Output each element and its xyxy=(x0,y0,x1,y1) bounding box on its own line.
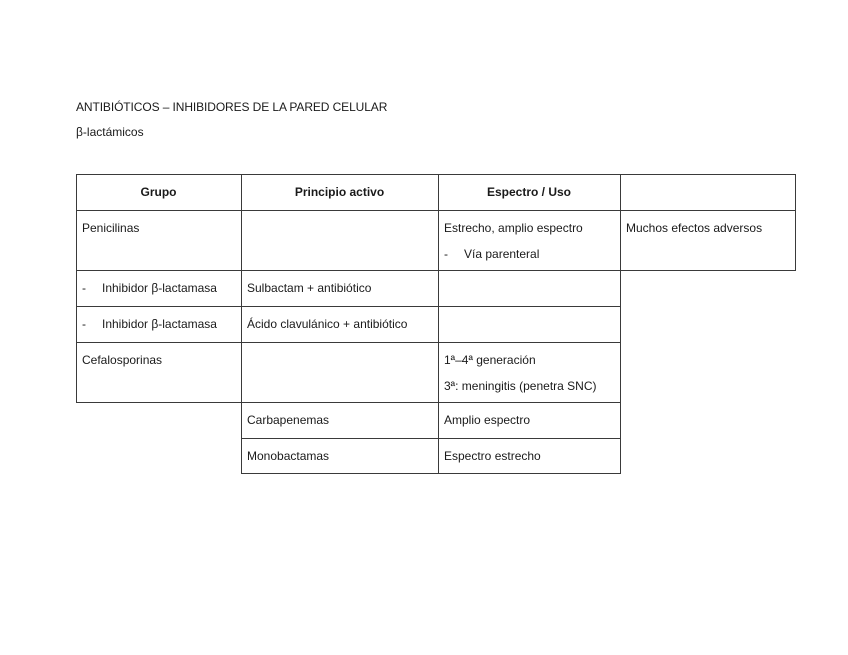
dash-bullet: - xyxy=(444,247,448,261)
table-rule xyxy=(795,174,796,271)
cell-espectro xyxy=(438,342,620,402)
table-row-monobactamas xyxy=(241,438,438,473)
cell-espectro xyxy=(438,402,620,438)
table-row-penicilinas xyxy=(76,210,241,270)
page-subtitle: β-lactámicos xyxy=(76,125,144,139)
cell-grupo-list-item xyxy=(82,281,217,295)
cell-principio-text: Carbapenemas xyxy=(247,413,330,427)
cell-espectro-line: Amplio espectro xyxy=(444,413,531,427)
table-row-carbapenemas xyxy=(241,402,438,438)
cell-grupo: Inhibidor β-lactamasa xyxy=(102,281,217,295)
cell-principio xyxy=(241,270,438,306)
cell-espectro-line: 3ª: meningitis (penetra SNC) xyxy=(444,379,597,393)
cell-espectro-line: Vía parenteral xyxy=(464,247,540,261)
header-principio-activo: Principio activo xyxy=(294,185,385,199)
cell-principio-text: Ácido clavulánico + antibiótico xyxy=(247,317,408,331)
cell-principio-text: Monobactamas xyxy=(247,449,330,463)
cell-extra-text: Muchos efectos adversos xyxy=(626,221,763,235)
cell-espectro-line: Estrecho, amplio espectro xyxy=(444,221,583,235)
table-row-inhibidor-sulbactam xyxy=(76,270,241,306)
cell-grupo: Inhibidor β-lactamasa xyxy=(102,317,217,331)
cell-principio-text: Sulbactam + antibiótico xyxy=(247,281,372,295)
cell-espectro-line: Espectro estrecho xyxy=(444,449,541,463)
table-border-bottom xyxy=(241,473,621,474)
cell-principio xyxy=(241,306,438,342)
cell-grupo: Cefalosporinas xyxy=(82,353,163,367)
dash-bullet: - xyxy=(82,317,86,331)
dash-bullet: - xyxy=(82,281,86,295)
cell-espectro xyxy=(438,210,620,270)
cell-espectro-list-item xyxy=(444,247,539,261)
cell-espectro-line: 1ª–4ª generación xyxy=(444,353,536,367)
header-espectro-uso: Espectro / Uso xyxy=(486,185,572,199)
table-row-cefalosporinas xyxy=(76,342,241,402)
cell-espectro xyxy=(438,438,620,473)
page-title: ANTIBIÓTICOS – INHIBIDORES DE LA PARED CELULAR xyxy=(76,100,388,114)
cell-extra xyxy=(620,210,795,270)
header-empty xyxy=(620,174,795,210)
header-grupo: Grupo xyxy=(140,185,177,199)
table-row-inhibidor-clavulanico xyxy=(76,306,241,342)
cell-grupo-list-item xyxy=(82,317,217,331)
cell-grupo: Penicilinas xyxy=(82,221,140,235)
cell-principio xyxy=(241,210,438,270)
